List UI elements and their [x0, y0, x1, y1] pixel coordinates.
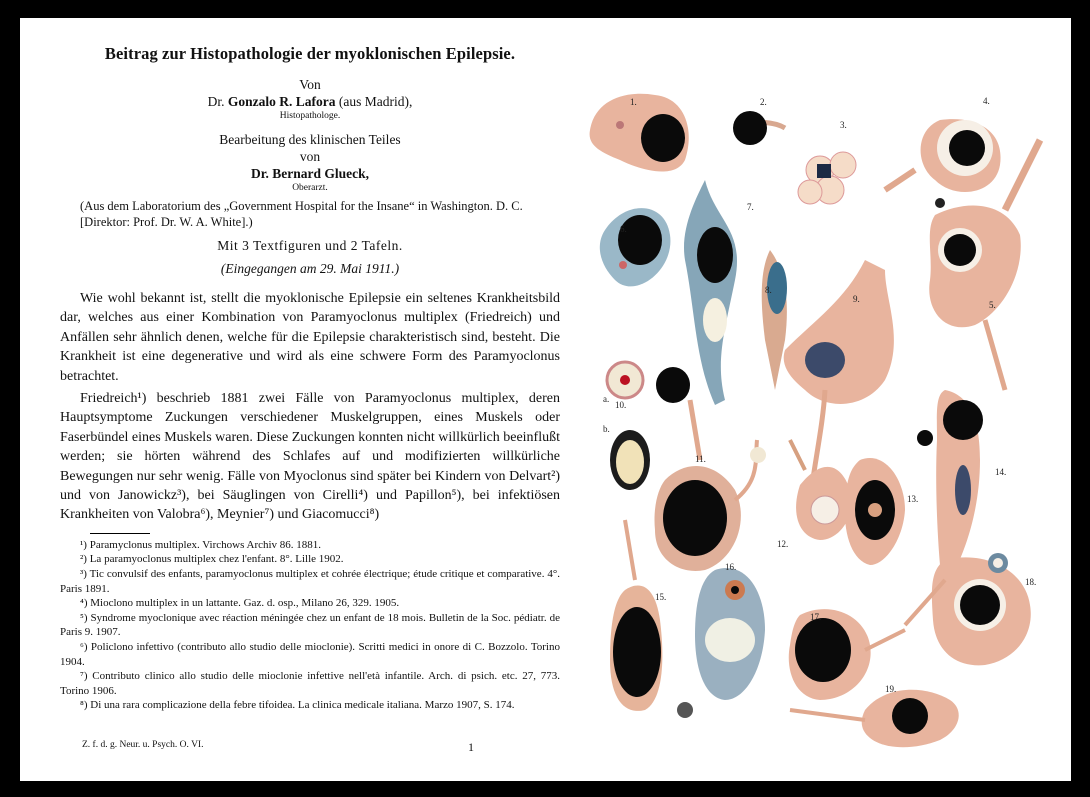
- footnote: ⁴) Mioclono multiplex in un lattante. Gaz. d. osp., Milano 26, 329. 1905.: [80, 597, 400, 610]
- cell-18: [905, 553, 1031, 665]
- cell-2: [733, 111, 785, 145]
- cell-3: [798, 152, 856, 204]
- cell-7: [684, 180, 737, 405]
- footnote: ⁶) Policlono infettivo (contributo allo studio delle mioclonie). Scritti medici in onore di C. Bozzolo. Torino 1904.: [60, 641, 560, 668]
- cell-16: [695, 568, 765, 700]
- footnotes: [60, 538, 560, 713]
- plate-label: 6.: [620, 224, 627, 234]
- footnote: ²) La paramyoclonus multiplex chez l'enfant. 8°. Lille 1902.: [80, 553, 344, 566]
- cell-14: [917, 390, 983, 570]
- plate-label: 14.: [995, 467, 1007, 477]
- plate-label: 4.: [983, 96, 990, 106]
- footnote: ⁵) Syndrome myoclonique avec réaction méningée chez un enfant de 18 mois. Bulletin de la Soc. pédiatr. de Paris 9. 1907.: [60, 611, 560, 639]
- paper-title: Beitrag zur Histopathologie der myoklonischen Epilepsie.: [104, 44, 516, 63]
- cell-1: [590, 94, 689, 172]
- cell-15: [610, 520, 662, 711]
- plate-label: 15.: [655, 592, 667, 602]
- text-page: [60, 44, 560, 713]
- plate-label: 18.: [1025, 577, 1037, 587]
- footnote: ⁷) Contributo clinico allo studio delle mioclonie infettive nell'età infantile. Arch. di psich. etc. 27, 773. Torino 1906.: [60, 670, 560, 697]
- plate-label: 10.: [615, 400, 627, 410]
- footnote: ⁸) Di una rara complicazione della febre tifoidea. La clinica medicale italiana. Marzo 1907, S. 174.: [80, 699, 515, 712]
- clinical-part: Bearbeitung des klinischen Teiles: [219, 132, 401, 147]
- plate-label: 7.: [747, 202, 754, 212]
- plate-label: 12.: [777, 539, 789, 549]
- plate-label: 19.: [885, 684, 897, 694]
- von-label: Von: [299, 77, 321, 92]
- author-2-role: Oberarzt.: [292, 183, 328, 193]
- footnote: ³) Tic convulsif des enfants, paramyoclonus multiplex et cohrée électrique; étude critique et comparative. 4°. Paris 1891.: [60, 568, 560, 595]
- cell-6: [600, 208, 671, 286]
- author-1-role: Histopathologe.: [279, 111, 341, 121]
- plate-label: b.: [603, 424, 610, 434]
- paragraph-2: Friedreich¹) beschrieb 1881 zwei Fälle von Paramyoclonus multiplex, deren Hauptsymptome Zuckungen verschiedener Muskelgruppen, eines Muskels oder Faserbündel eines Muskels waren. Diese Zuckungen konnten nicht willkürlich beeinflußt werden; sie hörten während des Schlafes auf und modifizierten willkürliche Bewegungen nur sehr wenig. Fälle von Myoclonus sind später bei Kindern von Delvart²) und von Janowickz³), bei Säuglingen von Cirelli⁴) und Papillon⁵), bei infektiösen Krankheiten von Valobra⁶), Meynier⁷) und Giacomucci⁸): [60, 391, 560, 523]
- plate-label: a.: [603, 394, 610, 404]
- footnote-rule: [90, 533, 150, 534]
- plate-label: 3.: [840, 120, 847, 130]
- von-label-2: von: [299, 149, 321, 164]
- cell-12: [790, 440, 852, 540]
- figures-note: Mit 3 Textfiguren und 2 Tafeln.: [217, 238, 403, 253]
- plate-label: 8.: [765, 285, 772, 295]
- body-text: [60, 289, 560, 525]
- affiliation: (Aus dem Laboratorium des „Government Hospital for the Insane“ in Washington. D. C. [Direktor: Prof. Dr. W. A. White].): [80, 199, 523, 229]
- plate-label: 5.: [989, 300, 996, 310]
- journal-reference: Z. f. d. g. Neur. u. Psych. O. VI.: [82, 740, 204, 750]
- plate-label: 17.: [810, 612, 822, 622]
- cell-8: [762, 250, 787, 390]
- author-2: Dr. Bernard Glueck,: [251, 166, 369, 181]
- plate-label: 11.: [695, 454, 706, 464]
- footnote: ¹) Paramyclonus multiplex. Virchows Archiv 86. 1881.: [80, 538, 322, 551]
- author-1: Dr. Gonzalo R. Lafora (aus Madrid),: [207, 94, 413, 109]
- page-number: 1: [468, 740, 474, 754]
- plate-label: 2.: [760, 97, 767, 107]
- plate-label: 9.: [853, 294, 860, 304]
- cell-11: [654, 400, 766, 571]
- cell-4: [885, 119, 1001, 192]
- scan-frame: [20, 18, 1071, 781]
- plate-label: 1.: [630, 97, 637, 107]
- received-date: (Eingegangen am 29. Mai 1911.): [220, 261, 400, 276]
- paragraph-1: Wie wohl bekannt ist, stellt die myoklonische Epilepsie ein seltenes Krankheitsbild dar, welches aus einer Kombination von Paramyoclonus multiplex (Friedreich) und Anfällen sehr ähnlich denen, welche für die Epilepsie charakteristisch sind, besteht. Die Krankheit ist eine degenerative und wird als eine schwere Form des Paramyoclonus betrachtet.: [60, 291, 560, 384]
- plate-label: 16.: [725, 562, 737, 572]
- histology-plate: [585, 60, 1055, 760]
- cell-13: [845, 458, 905, 565]
- plate-label: 13.: [907, 494, 919, 504]
